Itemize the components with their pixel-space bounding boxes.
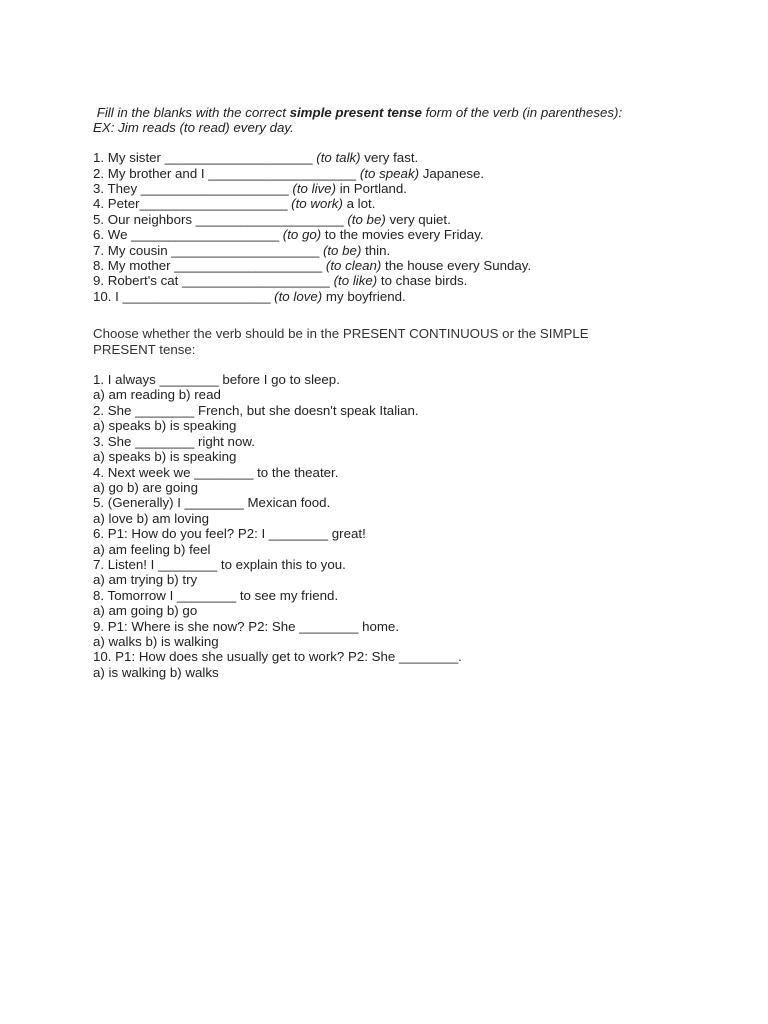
question-text: 9. P1: Where is she now? P2: She ________ home. (93, 618, 400, 634)
part1-item (93, 258, 693, 273)
part2-item (93, 557, 693, 588)
answer-options: a) go b) are going (93, 479, 198, 495)
part2-intro-line: Choose whether the verb should be in the PRESENT CONTINUOUS or the SIMPLE (93, 326, 589, 342)
part2-item (93, 619, 693, 650)
item-end: very fast. (360, 150, 419, 166)
item-verb: (to live) (292, 181, 336, 197)
answer-options: a) am trying b) try (93, 572, 198, 588)
part1-item (93, 243, 693, 258)
answer-options: a) am going b) go (93, 603, 198, 619)
item-end: Japanese. (419, 165, 485, 181)
item-stem: 5. Our neighbors ____________________ (93, 211, 348, 227)
answer-options: a) speaks b) is speaking (93, 418, 237, 434)
item-verb: (to go) (282, 227, 322, 243)
part2-item (93, 465, 693, 496)
question-text: 5. (Generally) I ________ Mexican food. (93, 495, 331, 511)
item-stem: 8. My mother ____________________ (93, 258, 326, 274)
part1-item (93, 181, 693, 196)
part2-item (93, 495, 693, 526)
item-verb: (to talk) (316, 150, 361, 166)
question-text: 7. Listen! I ________ to explain this to you. (93, 556, 346, 572)
item-end: thin. (361, 242, 391, 258)
item-end: a lot. (342, 196, 376, 212)
item-verb: (to love) (274, 288, 323, 304)
part1-list (93, 150, 693, 304)
item-stem: 1. My sister ____________________ (93, 150, 317, 166)
instructions-line (93, 105, 693, 120)
item-stem: 2. My brother and I ____________________ (93, 165, 360, 181)
item-stem: 6. We ____________________ (93, 227, 283, 243)
answer-options: a) am reading b) read (93, 387, 221, 403)
item-stem: 4. Peter____________________ (93, 196, 292, 212)
question-text: 2. She ________ French, but she doesn't speak Italian. (93, 402, 419, 418)
answer-options: a) walks b) is walking (93, 633, 219, 649)
item-verb: (to like) (333, 273, 378, 289)
question-text: 8. Tomorrow I ________ to see my friend. (93, 587, 339, 603)
item-end: to chase birds. (377, 273, 468, 289)
spacer (93, 136, 693, 150)
part2-intro-line: PRESENT tense: (93, 341, 196, 357)
instructions-lead: Fill in the blanks with the correct (93, 105, 290, 120)
part2-item (93, 403, 693, 434)
part2-item (93, 526, 693, 557)
example-line: EX: Jim reads (to read) every day. (93, 120, 294, 136)
part2-item (93, 372, 693, 403)
item-end: very quiet. (385, 211, 451, 227)
instructions-tail: form of the verb (in parentheses): (421, 105, 623, 120)
item-end: my boyfriend. (322, 288, 406, 304)
part2-item (93, 434, 693, 465)
question-text: 3. She ________ right now. (93, 433, 255, 449)
part1-item (93, 196, 693, 211)
worksheet-page (93, 105, 693, 680)
question-text: 6. P1: How do you feel? P2: I ________ great! (93, 526, 366, 542)
part1-item (93, 212, 693, 227)
item-verb: (to be) (347, 211, 386, 227)
part1-item (93, 273, 693, 288)
part1-item (93, 227, 693, 242)
item-end: to the movies every Friday. (321, 227, 484, 243)
part2-item (93, 649, 693, 680)
item-stem: 9. Robert's cat ____________________ (93, 273, 334, 289)
item-end: in Portland. (336, 181, 407, 197)
item-verb: (to clean) (325, 258, 382, 274)
part2-section (93, 326, 693, 680)
question-text: 10. P1: How does she usually get to work? P2: She ________. (93, 649, 462, 665)
spacer (93, 357, 693, 372)
question-text: 4. Next week we ________ to the theater. (93, 464, 339, 480)
item-verb: (to be) (322, 242, 362, 258)
item-stem: 3. They ____________________ (93, 181, 293, 197)
spacer (93, 304, 693, 326)
part2-list (93, 372, 693, 680)
item-verb: (to speak) (359, 165, 420, 181)
part1-item (93, 289, 693, 304)
instructions-emphasis: simple present tense (289, 105, 422, 120)
answer-options: a) am feeling b) feel (93, 541, 211, 557)
item-stem: 7. My cousin ____________________ (93, 242, 323, 258)
answer-options: a) speaks b) is speaking (93, 449, 237, 465)
answer-options: a) love b) am loving (93, 510, 210, 526)
item-end: the house every Sunday. (381, 258, 532, 274)
item-verb: (to work) (291, 196, 343, 212)
part1-item (93, 150, 693, 165)
part1-item (93, 166, 693, 181)
question-text: 1. I always ________ before I go to sleep. (93, 372, 340, 388)
part2-item (93, 588, 693, 619)
item-stem: 10. I ____________________ (93, 288, 275, 304)
answer-options: a) is walking b) walks (93, 664, 219, 680)
